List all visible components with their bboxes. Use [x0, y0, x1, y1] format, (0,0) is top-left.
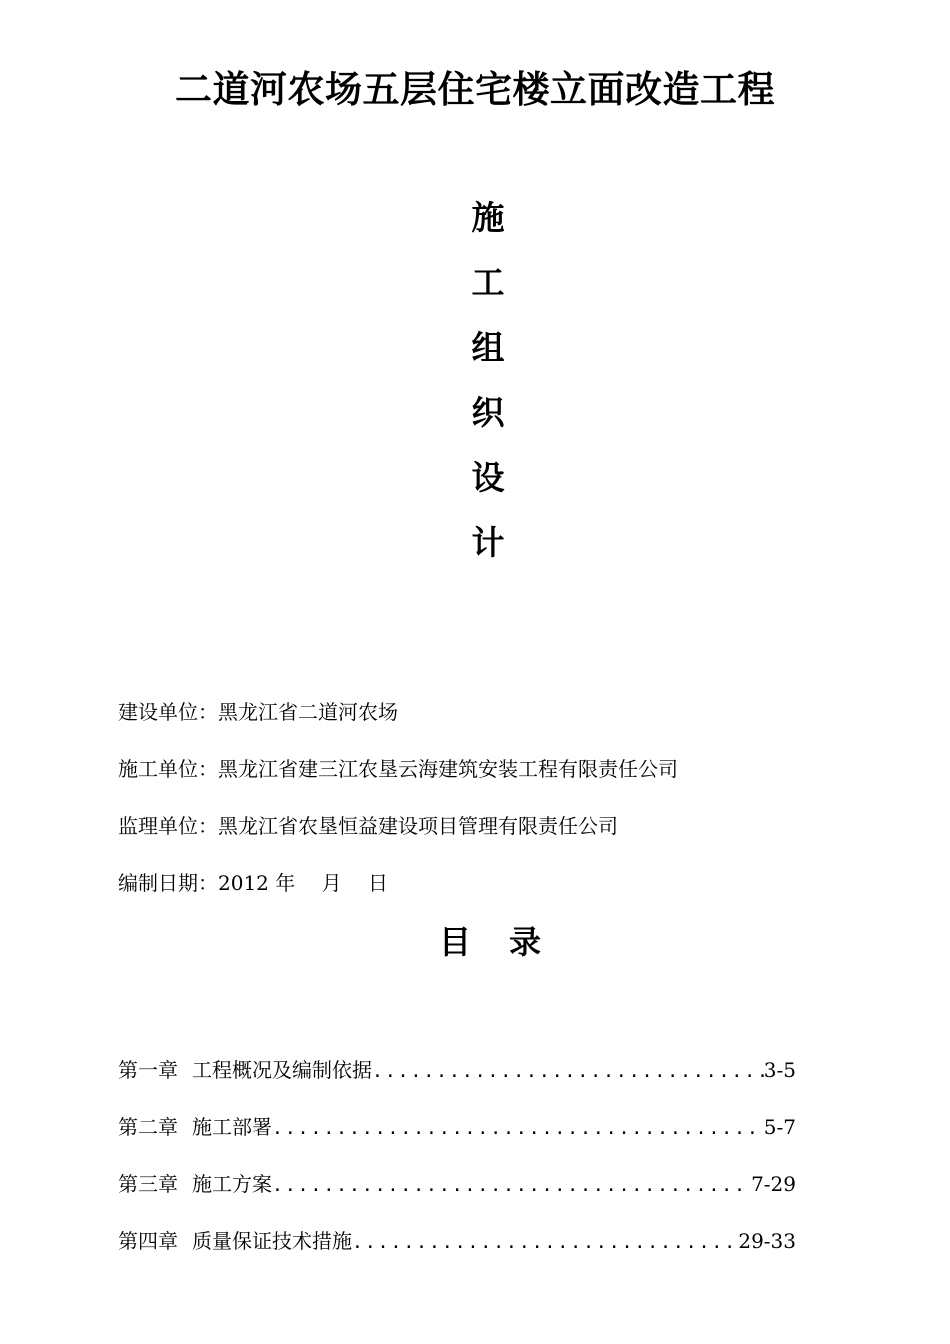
subtitle-char: 工	[471, 263, 505, 302]
toc-pages: 7-29	[751, 1172, 796, 1196]
toc-pages: 3-5	[763, 1058, 796, 1082]
info-value: 黑龙江省二道河农场	[218, 700, 398, 724]
info-label: 施工单位：	[118, 757, 218, 781]
toc-chapter: 第一章	[118, 1058, 178, 1082]
info-label: 编制日期：	[118, 871, 218, 895]
toc-leader	[272, 1168, 751, 1204]
project-info	[118, 695, 678, 923]
toc-entry[interactable]	[118, 1052, 796, 1109]
document-title: 二道河农场五层住宅楼立面改造工程	[175, 68, 775, 111]
subtitle-char: 组	[471, 328, 505, 367]
toc-entry[interactable]	[118, 1223, 796, 1280]
subtitle-char: 施	[471, 198, 505, 237]
toc-leader	[372, 1054, 764, 1090]
subtitle-char: 设	[471, 458, 505, 497]
info-value: 黑龙江省农垦恒益建设项目管理有限责任公司	[218, 814, 618, 838]
toc-leader	[272, 1111, 764, 1147]
info-row-date	[118, 866, 678, 923]
toc-title: 工程概况及编制依据	[192, 1058, 372, 1082]
toc-heading-char: 目	[438, 923, 471, 961]
info-label: 建设单位：	[118, 700, 218, 724]
toc-title: 施工部署	[192, 1115, 272, 1139]
toc-chapter: 第四章	[118, 1229, 178, 1253]
info-row-contractor	[118, 752, 678, 809]
info-label: 监理单位：	[118, 814, 218, 838]
table-of-contents	[118, 1052, 796, 1280]
toc-heading	[0, 916, 950, 968]
toc-heading-char: 录	[509, 923, 542, 961]
toc-entry[interactable]	[118, 1109, 796, 1166]
info-value: 黑龙江省建三江农垦云海建筑安装工程有限责任公司	[218, 757, 678, 781]
subtitle-char: 织	[471, 393, 505, 432]
toc-chapter: 第二章	[118, 1115, 178, 1139]
toc-pages: 5-7	[763, 1115, 796, 1139]
info-row-client	[118, 695, 678, 752]
toc-title: 质量保证技术措施	[192, 1229, 352, 1253]
toc-entry[interactable]	[118, 1166, 796, 1223]
subtitle-char: 计	[471, 523, 505, 562]
toc-title: 施工方案	[192, 1172, 272, 1196]
toc-leader	[352, 1225, 738, 1261]
toc-chapter: 第三章	[118, 1172, 178, 1196]
info-value: 2012 年 月 日	[218, 871, 388, 895]
subtitle-vertical	[0, 185, 950, 575]
toc-pages: 29-33	[738, 1229, 796, 1253]
info-row-supervisor	[118, 809, 678, 866]
